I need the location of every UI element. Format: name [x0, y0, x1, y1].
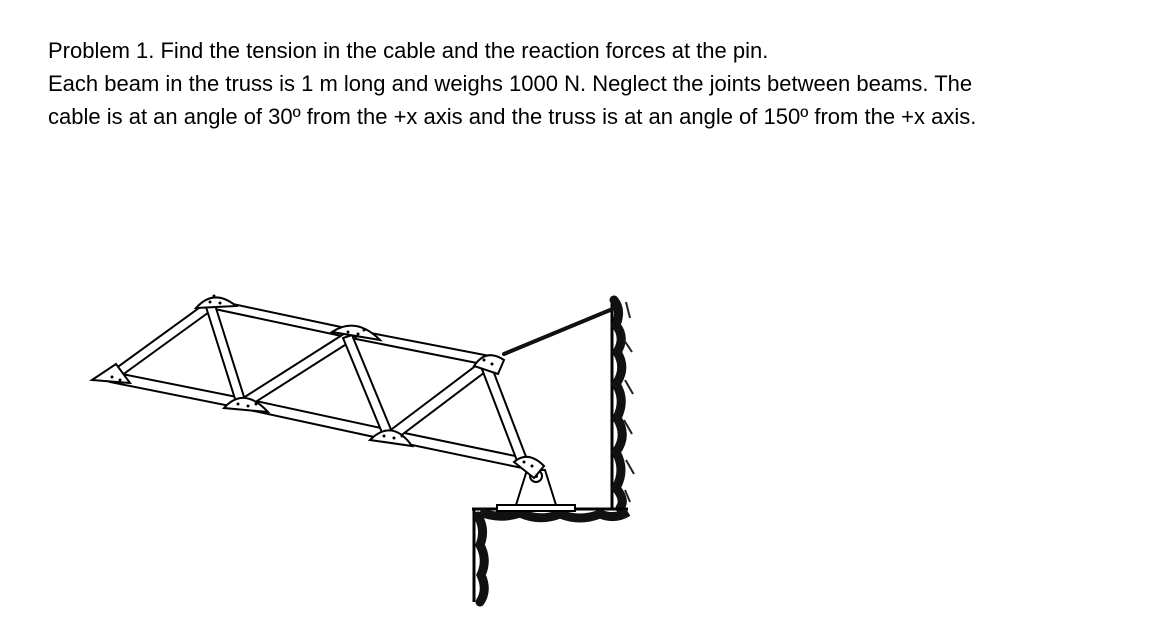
problem-heading: Problem 1. Find the tension in the cable and the reaction forces at the pin.: [48, 38, 769, 63]
problem-line-2: Each beam in the truss is 1 m long and weighs 1000 N. Neglect the joints between beams. The: [48, 71, 973, 96]
ground-ledge: [472, 509, 628, 602]
problem-line-3: cable is at an angle of 30º from the +x axis and the truss is at an angle of 150º from the +x axis.: [48, 104, 977, 129]
wall: [612, 298, 640, 510]
cable: [504, 308, 615, 354]
truss: [108, 300, 528, 468]
